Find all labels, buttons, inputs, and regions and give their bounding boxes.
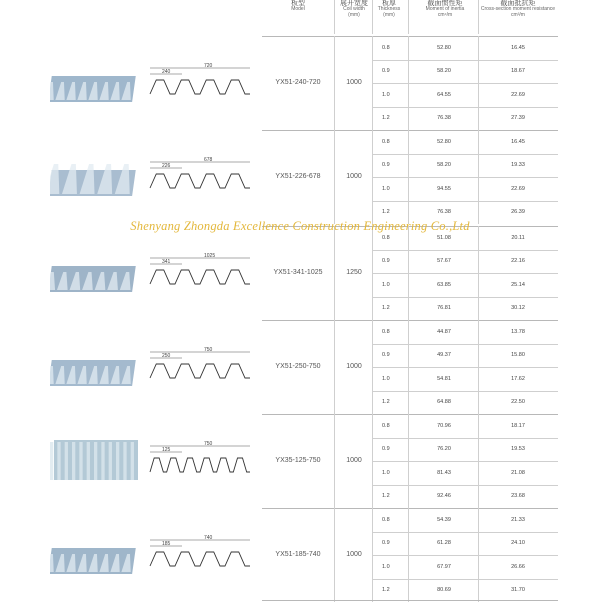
- header-resistance: [478, 0, 558, 34]
- inertia-cell: 67.97: [410, 555, 478, 579]
- deck-photo: [50, 250, 138, 294]
- product-model: YX51-185-740: [262, 551, 334, 558]
- profile-pitch-label: 125: [162, 447, 171, 453]
- profile-pitch-label: 250: [162, 353, 171, 359]
- header-thick-cn: 板厚: [382, 0, 396, 7]
- header-model: [262, 0, 334, 34]
- product-model: YX51-341-1025: [262, 269, 334, 276]
- profile-line: [150, 80, 250, 94]
- thickness-cell: 1.2: [382, 201, 406, 225]
- thickness-cell: 0.8: [382, 414, 406, 438]
- thickness-cell: 0.8: [382, 130, 406, 154]
- profile-pitch-label: 341: [162, 259, 171, 265]
- profile-total-label: 740: [204, 535, 213, 541]
- resistance-cell: 13.78: [478, 320, 558, 344]
- resistance-cell: 22.69: [478, 177, 558, 201]
- thickness-cell: 1.2: [382, 391, 406, 415]
- inertia-cell: 64.88: [410, 391, 478, 415]
- header-model-en: Model: [291, 7, 305, 12]
- profile-pitch-label: 240: [162, 69, 171, 75]
- inertia-cell: 94.55: [410, 177, 478, 201]
- inertia-cell: 58.20: [410, 60, 478, 84]
- header-coil-unit: (mm): [348, 13, 360, 18]
- deck-photo: [50, 532, 138, 576]
- deck-photo: [50, 154, 138, 198]
- inertia-cell: 52.80: [410, 36, 478, 60]
- inertia-cell: 54.81: [410, 367, 478, 391]
- thickness-cell: 0.8: [382, 320, 406, 344]
- thickness-cell: 1.0: [382, 83, 406, 107]
- profile-line: [150, 458, 250, 472]
- inertia-cell: 44.87: [410, 320, 478, 344]
- inertia-cell: 51.08: [410, 226, 478, 250]
- header-coil-cn: 展开宽度: [340, 0, 368, 7]
- resistance-cell: 21.08: [478, 461, 558, 485]
- resistance-cell: 19.33: [478, 154, 558, 178]
- header-coil-en: Coil width: [343, 7, 365, 12]
- header-divider: [334, 0, 335, 34]
- profile-drawing: [142, 534, 262, 578]
- resistance-cell: 26.66: [478, 555, 558, 579]
- resistance-cell: 22.16: [478, 250, 558, 274]
- inertia-cell: 76.38: [410, 107, 478, 131]
- inertia-cell: 63.85: [410, 273, 478, 297]
- column-divider: [372, 508, 373, 602]
- inertia-cell: 54.39: [410, 508, 478, 532]
- thickness-cell: 0.8: [382, 508, 406, 532]
- thickness-cell: 0.9: [382, 250, 406, 274]
- resistance-cell: 21.33: [478, 508, 558, 532]
- resistance-cell: 25.14: [478, 273, 558, 297]
- thickness-cell: 0.9: [382, 438, 406, 462]
- thickness-cell: 1.0: [382, 555, 406, 579]
- thickness-cell: 1.0: [382, 461, 406, 485]
- inertia-cell: 49.37: [410, 344, 478, 368]
- header-inertia-cn: 截面惯性矩: [428, 0, 463, 7]
- column-divider: [372, 36, 373, 130]
- inertia-cell: 58.20: [410, 154, 478, 178]
- resistance-cell: 23.68: [478, 485, 558, 509]
- inertia-cell: 80.69: [410, 579, 478, 602]
- product-model: YX51-240-720: [262, 79, 334, 86]
- company-watermark: Shenyang Zhongda Excellence Construction Engineering Co.,Ltd: [0, 219, 600, 234]
- profile-pitch-label: 185: [162, 541, 171, 547]
- column-divider: [372, 226, 373, 320]
- block-divider: [262, 600, 558, 601]
- header-model-cn: 板型: [291, 0, 305, 7]
- resistance-cell: 22.69: [478, 83, 558, 107]
- profile-total-label: 750: [204, 347, 213, 353]
- coil-width-value: 1250: [336, 269, 372, 276]
- product-model: YX35-125-750: [262, 457, 334, 464]
- header-divider: [408, 0, 409, 34]
- profile-drawing: [142, 346, 262, 390]
- profile-drawing: [142, 62, 262, 106]
- coil-width-value: 1000: [336, 457, 372, 464]
- product-model: YX51-226-678: [262, 173, 334, 180]
- header-thickness: [372, 0, 406, 34]
- deck-photo: [50, 438, 138, 482]
- column-divider: [372, 320, 373, 414]
- resistance-cell: 26.39: [478, 201, 558, 225]
- column-divider: [334, 36, 335, 130]
- thickness-cell: 0.9: [382, 60, 406, 84]
- thickness-cell: 1.2: [382, 485, 406, 509]
- profile-line: [150, 174, 250, 188]
- header-resist-cn: 截面抵抗矩: [501, 0, 536, 7]
- resistance-cell: 15.80: [478, 344, 558, 368]
- header-divider: [372, 0, 373, 34]
- thickness-cell: 1.0: [382, 367, 406, 391]
- column-divider: [408, 508, 409, 602]
- thickness-cell: 0.8: [382, 36, 406, 60]
- header-resist-unit: cm³/m: [511, 13, 525, 18]
- inertia-cell: 64.55: [410, 83, 478, 107]
- resistance-cell: 16.45: [478, 36, 558, 60]
- column-divider: [408, 226, 409, 320]
- inertia-cell: 61.28: [410, 532, 478, 556]
- header-inertia-en: Moment of inertia: [426, 7, 465, 12]
- column-divider: [408, 414, 409, 508]
- inertia-cell: 76.20: [410, 438, 478, 462]
- header-inertia: [410, 0, 480, 34]
- coil-width-value: 1000: [336, 551, 372, 558]
- inertia-cell: 70.96: [410, 414, 478, 438]
- column-divider: [334, 320, 335, 414]
- profile-total-label: 750: [204, 441, 213, 447]
- profile-pitch-label: 226: [162, 163, 171, 169]
- resistance-cell: 22.50: [478, 391, 558, 415]
- resistance-cell: 24.10: [478, 532, 558, 556]
- header-divider: [478, 0, 479, 34]
- column-divider: [334, 508, 335, 602]
- resistance-cell: 17.62: [478, 367, 558, 391]
- thickness-cell: 0.9: [382, 344, 406, 368]
- thickness-cell: 0.9: [382, 154, 406, 178]
- column-divider: [372, 130, 373, 224]
- thickness-cell: 1.2: [382, 297, 406, 321]
- profile-line: [150, 270, 250, 284]
- resistance-cell: 18.67: [478, 60, 558, 84]
- inertia-cell: 92.46: [410, 485, 478, 509]
- thickness-cell: 1.0: [382, 273, 406, 297]
- column-divider: [408, 36, 409, 130]
- header-thick-en: Thickness: [378, 7, 401, 12]
- column-divider: [408, 130, 409, 224]
- deck-photo: [50, 344, 138, 388]
- thickness-cell: 1.0: [382, 177, 406, 201]
- thickness-cell: 0.9: [382, 532, 406, 556]
- coil-width-value: 1000: [336, 173, 372, 180]
- resistance-cell: 20.11: [478, 226, 558, 250]
- profile-drawing: [142, 156, 262, 200]
- inertia-cell: 57.67: [410, 250, 478, 274]
- column-divider: [334, 226, 335, 320]
- profile-line: [150, 552, 250, 566]
- header-thick-unit: (mm): [383, 13, 395, 18]
- resistance-cell: 16.45: [478, 130, 558, 154]
- profile-total-label: 678: [204, 157, 213, 163]
- column-divider: [372, 414, 373, 508]
- inertia-cell: 81.43: [410, 461, 478, 485]
- thickness-cell: 0.8: [382, 226, 406, 250]
- profile-total-label: 720: [204, 63, 213, 69]
- product-model: YX51-250-750: [262, 363, 334, 370]
- column-divider: [408, 320, 409, 414]
- profile-line: [150, 364, 250, 378]
- column-divider: [334, 130, 335, 224]
- profile-drawing: [142, 440, 262, 484]
- profile-drawing: [142, 252, 262, 296]
- profile-total-label: 1025: [204, 253, 215, 259]
- header-resist-en: Cross-section moment resistance: [481, 7, 555, 12]
- deck-photo: [50, 60, 138, 104]
- column-divider: [334, 414, 335, 508]
- inertia-cell: 76.81: [410, 297, 478, 321]
- coil-width-value: 1000: [336, 363, 372, 370]
- resistance-cell: 18.17: [478, 414, 558, 438]
- inertia-cell: 52.80: [410, 130, 478, 154]
- resistance-cell: 19.53: [478, 438, 558, 462]
- header-coil-width: [336, 0, 372, 34]
- thickness-cell: 1.2: [382, 107, 406, 131]
- header-inertia-unit: cm⁴/m: [438, 13, 452, 18]
- inertia-cell: 76.38: [410, 201, 478, 225]
- coil-width-value: 1000: [336, 79, 372, 86]
- resistance-cell: 27.39: [478, 107, 558, 131]
- thickness-cell: 1.2: [382, 579, 406, 602]
- resistance-cell: 30.12: [478, 297, 558, 321]
- resistance-cell: 31.70: [478, 579, 558, 602]
